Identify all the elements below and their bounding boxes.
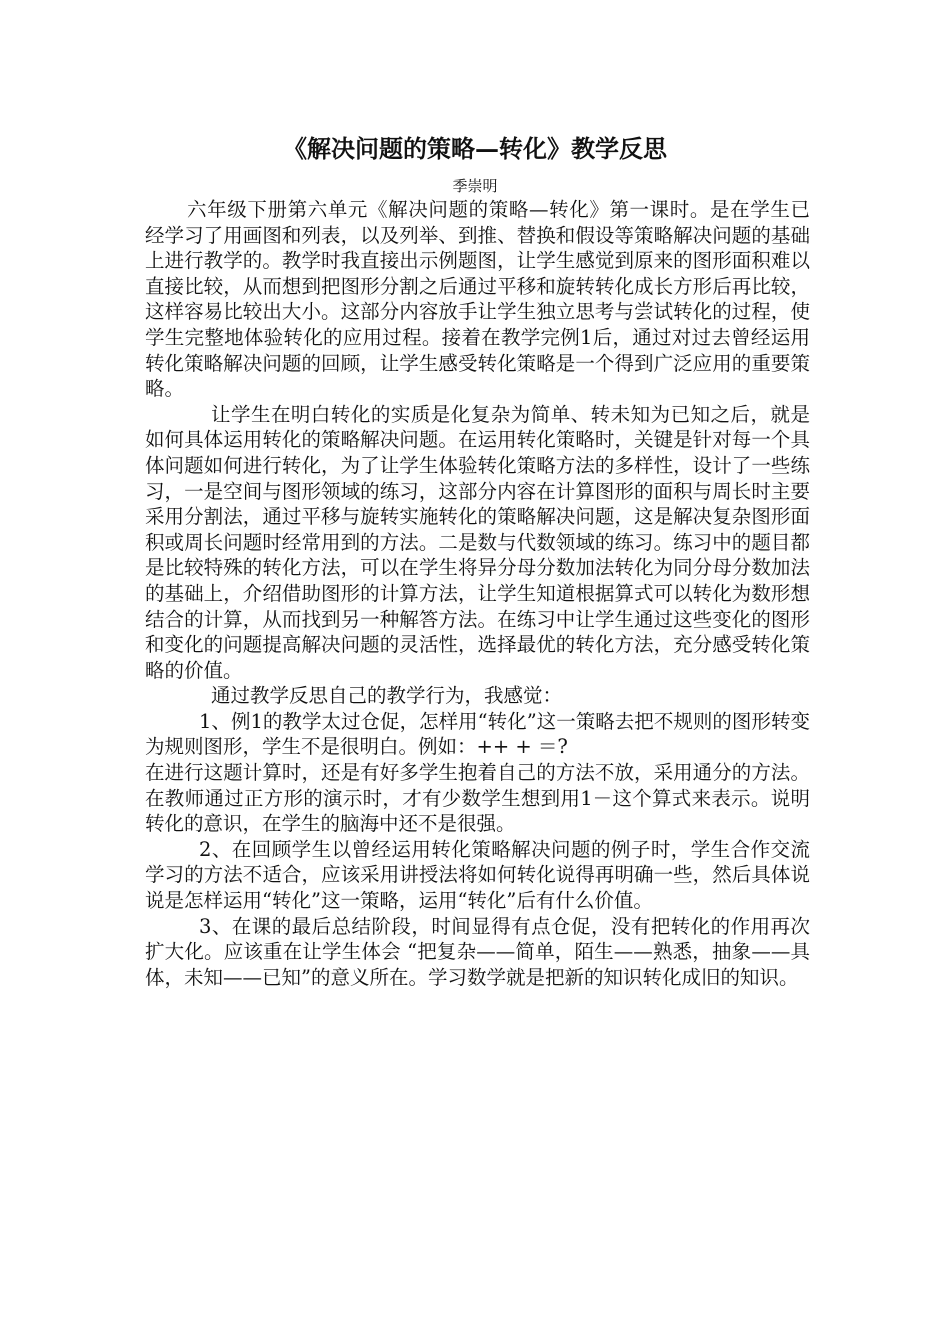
paragraph-point-2: 2、在回顾学生以曾经运用转化策略解决问题的例子时，学生合作交流学习的方法不适合，应该采用讲授法将如何转化说得再明确一些，然后具体说说是怎样运用“转化”这一策略，运用“转化”后有什么价值。 [145,837,810,913]
paragraph-intro: 六年级下册第六单元《解决问题的策略—转化》第一课时。是在学生已经学习了用画图和列表，以及列举、到推、替换和假设等策略解决问题的基础上进行教学的。教学时我直接出示例题图，让学生感觉到原来的图形面积难以直接比较，从而想到把图形分割之后通过平移和旋转转化成长方形后再比较，这样容易比较出大小。这部分内容放手让学生独立思考与尝试转化的过程，使学生完整地体验转化的应用过程。接着在教学完例1后，通过对过去曾经运用转化策略解决问题的回顾，让学生感受转化策略是一个得到广泛应用的重要策略。 [145,198,810,401]
paragraph-point-1-continued: 在进行这题计算时，还是有好多学生抱着自己的方法不放，采用通分的方法。在教师通过正方形的演示时，才有少数学生想到用1－这个算式来表示。说明转化的意识，在学生的脑海中还不是很强。 [145,761,810,836]
paragraph-point-3: 3、在课的最后总结阶段，时间显得有点仓促，没有把转化的作用再次扩大化。应该重在让学生体会 “把复杂——简单，陌生——熟悉，抽象——具体，未知——已知”的意义所在。学习数学就是把新的知识转化成旧的知识。 [145,914,810,989]
paragraph-practice: 让学生在明白转化的实质是化复杂为简单、转未知为已知之后，就是如何具体运用转化的策略解决问题。在运用转化策略时，关键是针对每一个具体问题如何进行转化，为了让学生体验转化策略方法的多样性，设计了一些练习，一是空间与图形领域的练习，这部分内容在计算图形的面积与周长时主要采用分割法，通过平移与旋转实施转化的策略解决问题，这是解决复杂图形面积或周长问题时经常用到的方法。二是数与代数领域的练习。练习中的题目都是比较特殊的转化方法，可以在学生将异分母分数加法转化为同分母分数加法的基础上，介绍借助图形的计算方法，让学生知道根据算式可以转化为数形想结合的计算，从而找到另一种解答方法。在练习中让学生通过这些变化的图形和变化的问题提高解决问题的灵活性，选择最优的转化方法，充分感受转化策略的价值。 [145,402,810,682]
author-name: 季崇明 [452,177,498,195]
document-body [145,197,810,990]
paragraph-point-1: 1、例1的教学太过仓促，怎样用“转化”这一策略去把不规则的图形转变为规则图形，学生不是很明白。例如：++ + ＝? [145,709,810,759]
document-title: 《解决问题的策略—转化》教学反思 [283,134,667,163]
paragraph-reflection-lead: 通过教学反思自己的教学行为，我感觉： [211,684,563,708]
